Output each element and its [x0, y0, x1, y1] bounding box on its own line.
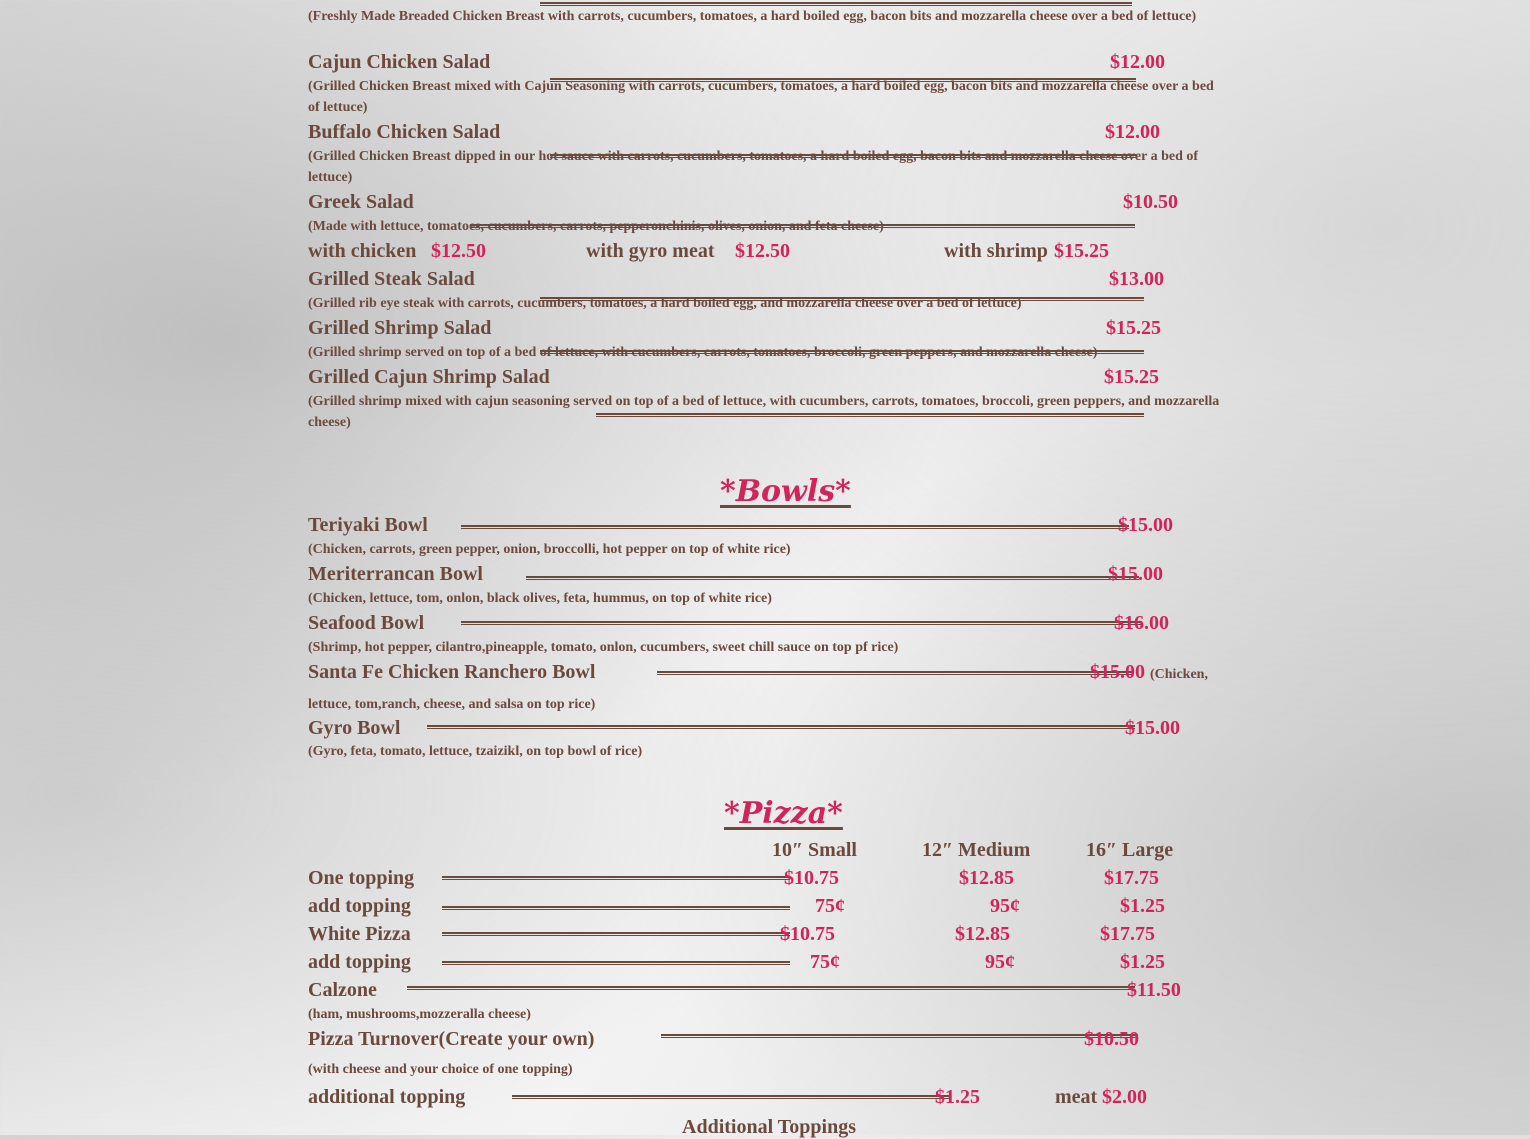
white-pizza-small: $10.75	[780, 923, 835, 945]
teriyaki-bowl-desc: (Chicken, carrots, green pepper, onion, broccolli, hot pepper on top of white rice)	[308, 542, 791, 557]
gyro-bowl-title: Gyro Bowl	[308, 717, 401, 739]
grilled-cajun-shrimp-salad-desc: (Grilled shrimp mixed with cajun seasoning served on top of a bed of lettuce, with cucumbers, carrots, tomatoes, broccoli, green peppers, and mozzarella cheese)	[308, 394, 1220, 430]
leader-line	[461, 525, 1129, 529]
greek-option-chicken-price: $12.50	[431, 240, 486, 262]
leader-line	[661, 1034, 1138, 1038]
grilled-steak-salad-desc: (Grilled rib eye steak with carrots, cucumbers, tomatoes, a hard boiled egg, and mozzarella cheese over a bed of lettuce)	[308, 296, 1022, 311]
grilled-cajun-shrimp-salad-price: $15.25	[1104, 366, 1159, 388]
size-large-header: 16″ Large	[1086, 839, 1174, 861]
teriyaki-bowl-title: Teriyaki Bowl	[308, 514, 428, 536]
additional-topping-title: additional topping	[308, 1086, 466, 1108]
crispy-chicken-salad-desc: (Freshly Made Breaded Chicken Breast with carrots, cucumbers, tomatoes, a hard boiled egg, bacon bits and mozzarella cheese over a bed of lettuce)	[308, 9, 1197, 24]
pizza-one-topping-title: One topping	[308, 867, 415, 889]
pizza-add-topping-small: 75¢	[815, 895, 845, 917]
greek-salad-title: Greek Salad	[308, 191, 414, 213]
white-pizza-title: White Pizza	[308, 923, 411, 945]
leader-line	[442, 906, 790, 910]
grilled-shrimp-salad-title: Grilled Shrimp Salad	[308, 317, 492, 339]
seafood-bowl-desc: (Shrimp, hot pepper, cilantro,pineapple, tomato, onlon, cucumbers, sweet chill sauce on top pf rice)	[308, 640, 899, 655]
cajun-chicken-salad-desc: (Grilled Chicken Breast mixed with Cajun Seasoning with carrots, cucumbers, tomatoes, a hard boiled egg, bacon bits and mozzarella cheese over a bed of lettuce)	[308, 79, 1214, 115]
white-pizza-medium: $12.85	[955, 923, 1010, 945]
mediterranean-bowl-title: Meriterrancan Bowl	[308, 563, 483, 585]
cajun-chicken-salad-title: Cajun Chicken Salad	[308, 51, 491, 73]
greek-salad-price: $10.50	[1123, 191, 1178, 213]
pizza-add-topping-title: add topping	[308, 895, 411, 917]
leader-line	[657, 671, 1132, 675]
white-add-topping-title: add topping	[308, 951, 411, 973]
pizza-add-topping-medium: 95¢	[990, 895, 1020, 917]
pizza-turnover-title: Pizza Turnover(Create your own)	[308, 1028, 595, 1050]
calzone-desc: (ham, mushrooms,mozzeralla cheese)	[308, 1007, 531, 1022]
seafood-bowl-title: Seafood Bowl	[308, 612, 425, 634]
mediterranean-bowl-desc: (Chicken, lettuce, tom, onlon, black olives, feta, hummus, on top of white rice)	[308, 591, 772, 606]
santa-fe-bowl-desc: lettuce, tom,ranch, cheese, and salsa on top rice)	[308, 697, 596, 712]
greek-salad-desc: (Made with lettuce, tomatoes, cucumbers, carrots, pepperonchinis, olives, onion, and feta cheese)	[308, 219, 884, 234]
greek-option-shrimp-label: with shrimp	[944, 240, 1048, 262]
cajun-chicken-salad-price: $12.00	[1110, 51, 1165, 73]
leader-line	[442, 932, 790, 936]
meat-price: $2.00	[1102, 1086, 1147, 1108]
pizza-turnover-desc: (with cheese and your choice of one topping)	[308, 1062, 573, 1077]
mediterranean-bowl-price: $15.00	[1108, 563, 1163, 585]
white-add-topping-medium: 95¢	[985, 951, 1015, 973]
teriyaki-bowl-price: $15.00	[1118, 514, 1173, 536]
size-small-header: 10″ Small	[772, 839, 857, 861]
additional-topping-price: $1.25	[935, 1086, 980, 1108]
grilled-shrimp-salad-desc: (Grilled shrimp served on top of a bed of lettuce, with cucumbers, carrots, tomatoes, broccoli, green peppers, and mozzarella cheese)	[308, 345, 1098, 360]
santa-fe-bowl-desc-inline: (Chicken,	[1150, 667, 1208, 682]
grilled-steak-salad-title: Grilled Steak Salad	[308, 268, 475, 290]
leader-line	[596, 413, 1144, 417]
greek-option-gyro-label: with gyro meat	[586, 240, 715, 262]
meat-label: meat	[1055, 1086, 1098, 1108]
buffalo-chicken-salad-title: Buffalo Chicken Salad	[308, 121, 501, 143]
pizza-turnover-price: $10.50	[1084, 1028, 1139, 1050]
additional-toppings-heading: Additional Toppings	[682, 1116, 856, 1138]
bowls-heading: *Bowls*	[720, 474, 851, 509]
size-medium-header: 12″ Medium	[922, 839, 1031, 861]
buffalo-chicken-salad-desc: (Grilled Chicken Breast dipped in our hot sauce with carrots, cucumbers, tomatoes, a hard boiled egg, bacon bits and mozzarella cheese over a bed of lettuce)	[308, 149, 1199, 185]
leader-line	[512, 1095, 950, 1099]
leader-line	[442, 961, 790, 965]
santa-fe-bowl-title: Santa Fe Chicken Ranchero Bowl	[308, 661, 596, 683]
grilled-shrimp-salad-price: $15.25	[1106, 317, 1161, 339]
pizza-one-topping-medium: $12.85	[959, 867, 1014, 889]
grilled-steak-salad-price: $13.00	[1109, 268, 1164, 290]
greek-option-shrimp-price: $15.25	[1054, 240, 1109, 262]
leader-line	[461, 621, 1142, 625]
pizza-one-topping-large: $17.75	[1104, 867, 1159, 889]
pizza-add-topping-large: $1.25	[1120, 895, 1165, 917]
buffalo-chicken-salad-price: $12.00	[1105, 121, 1160, 143]
seafood-bowl-price: $16.00	[1114, 612, 1169, 634]
leader-line	[442, 876, 790, 880]
greek-option-gyro-price: $12.50	[735, 240, 790, 262]
santa-fe-bowl-price: $15.00	[1090, 661, 1145, 683]
gyro-bowl-desc: (Gyro, feta, tomato, lettuce, tzaizikl, on top bowl of rice)	[308, 744, 643, 759]
white-add-topping-small: 75¢	[810, 951, 840, 973]
white-add-topping-large: $1.25	[1120, 951, 1165, 973]
pizza-heading: *Pizza*	[724, 796, 843, 831]
leader-line	[526, 576, 1139, 580]
calzone-title: Calzone	[308, 979, 377, 1001]
calzone-price: $11.50	[1127, 979, 1181, 1001]
pizza-one-topping-small: $10.75	[784, 867, 839, 889]
leader-line	[427, 725, 1135, 729]
grilled-cajun-shrimp-salad-title: Grilled Cajun Shrimp Salad	[308, 366, 550, 388]
leader-line	[407, 986, 1135, 990]
white-pizza-large: $17.75	[1100, 923, 1155, 945]
gyro-bowl-price: $15.00	[1125, 717, 1180, 739]
greek-option-chicken-label: with chicken	[308, 240, 417, 262]
